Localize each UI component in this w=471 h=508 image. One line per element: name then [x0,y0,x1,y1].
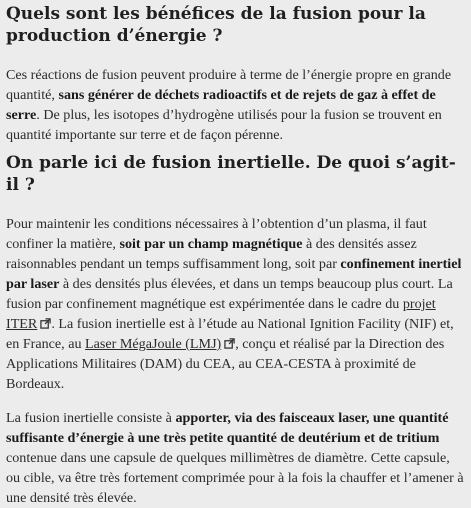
link-projet-iter[interactable]: projet ITER [6,296,436,332]
bold-segment: confinement inertiel par laser [6,256,462,292]
text-segment: à des densités assez raisonnables pendant un temps suffisamment long, soit par [6,236,417,272]
paragraph-confinement [6,214,465,394]
bold-segment: soit par un champ magnétique [119,236,303,252]
paragraph-benefits [6,65,465,145]
text-segment: La fusion inertielle consiste à [6,410,176,426]
external-link-icon[interactable] [224,338,235,349]
paragraph-inertial-fusion [6,408,465,508]
text-segment: . De plus, les isotopes d’hydrogène utilisés pour la fusion se trouvent en quantité importante sur terre et de façon pérenne. [6,107,442,143]
text-segment: Pour maintenir les conditions nécessaires à l’obtention d’un plasma, il faut confiner la matière, [6,216,427,252]
link-laser-megajoule[interactable]: Laser MégaJoule (LMJ) [85,336,222,352]
text-segment: . La fusion inertielle est à l’étude au National Ignition Facility (NIF) et, en France, au [6,316,454,352]
bold-segment: sans générer de déchets radioactifs et de rejets de gaz à effet de serre [6,87,436,123]
text-segment: Ces réactions de fusion peuvent produire à terme de l’énergie propre en grande quantité, [6,67,452,103]
text-segment: , conçu et réalisé par la Direction des Applications Militaires (DAM) du CEA, au CEA-CESTA à proximité de Bordeaux. [6,336,445,392]
section-heading-inertial: On parle ici de fusion inertielle. De quoi s’agit-il ? [6,153,456,195]
bold-segment: apporter, via des faisceaux laser, une quantité suffisante d’énergie à une très petite quantité de deutérium et de tritium [6,410,449,446]
text-segment: contenue dans une capsule de quelques millimètres de diamètre. Cette capsule, ou cible, va être très fortement comprimée pour à la fois la chauffer et l’amener à une densité très élevée. [6,450,464,506]
section-heading-benefits: Quels sont les bénéfices de la fusion pour la production d’énergie ? [6,4,426,46]
text-segment: à des densités plus élevées, et dans un temps beaucoup plus court. La fusion par confinement magnétique est expérimentée dans le cadre du [6,276,453,312]
external-link-icon[interactable] [40,318,51,329]
